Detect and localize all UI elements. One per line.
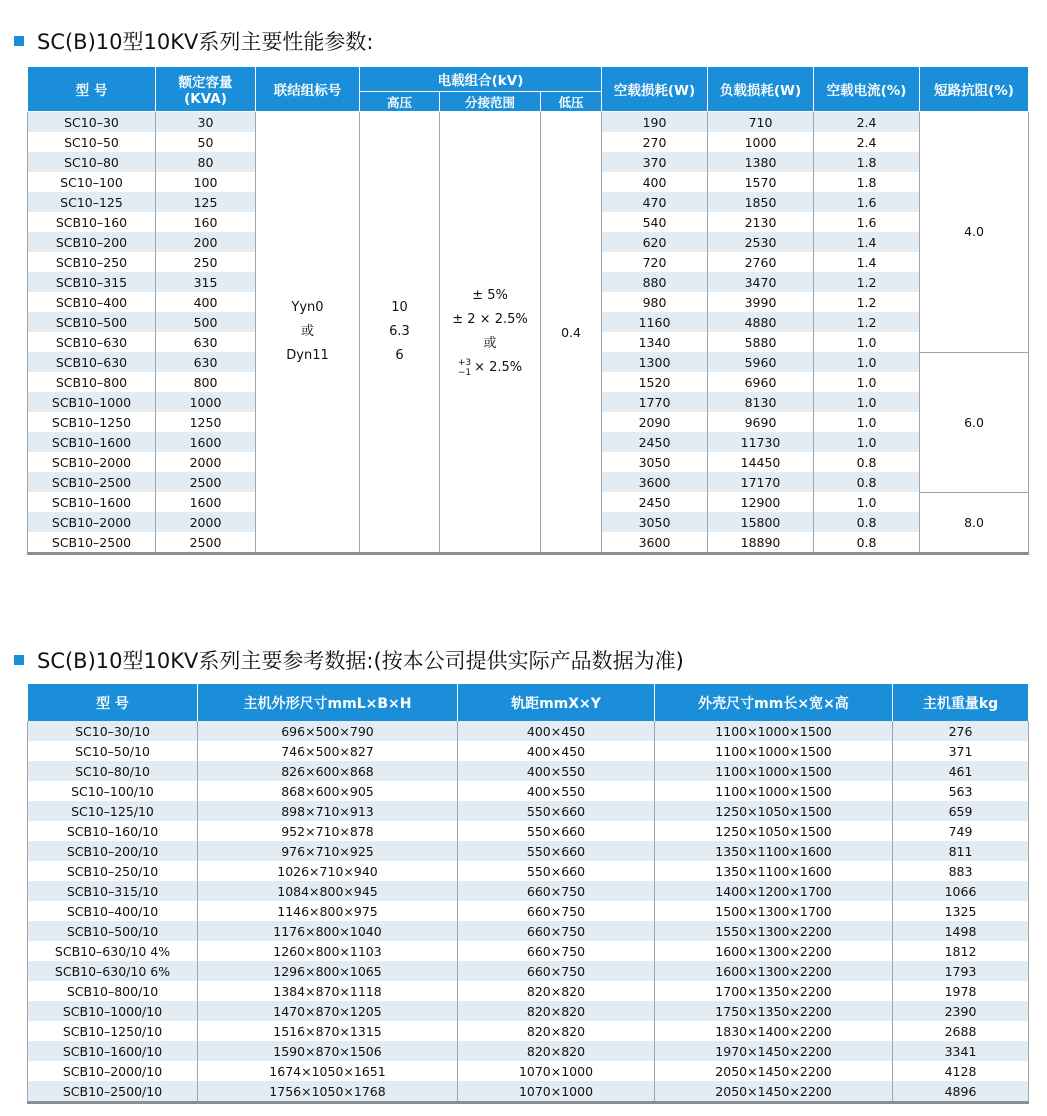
cell-noload-current: 1.2 bbox=[814, 312, 920, 332]
cell-dimensions: 952×710×878 bbox=[198, 821, 458, 841]
cell-capacity: 125 bbox=[156, 192, 256, 212]
cell-model: SCB10–800/10 bbox=[28, 981, 198, 1001]
cell-noload-loss: 540 bbox=[602, 212, 708, 232]
cell-load-loss: 14450 bbox=[708, 452, 814, 472]
cell-dimensions: 898×710×913 bbox=[198, 801, 458, 821]
cell-noload-loss: 1520 bbox=[602, 372, 708, 392]
cell-load-loss: 710 bbox=[708, 112, 814, 133]
cell-noload-loss: 470 bbox=[602, 192, 708, 212]
cell-noload-current: 1.2 bbox=[814, 292, 920, 312]
cell-dimensions: 1590×870×1506 bbox=[198, 1041, 458, 1061]
table-row bbox=[28, 112, 1029, 133]
header-voltage-group: 电载组合(kV) bbox=[360, 67, 602, 92]
cell-noload-current: 1.8 bbox=[814, 152, 920, 172]
section-title-text: SC(B)10型10KV系列主要参考数据:(按本公司提供实际产品数据为准) bbox=[37, 649, 684, 673]
tap-line: ± 2 × 2.5% bbox=[452, 312, 528, 327]
cell-model: SC10–50/10 bbox=[28, 741, 198, 761]
cell-track: 550×660 bbox=[458, 801, 655, 821]
cell-load-loss: 5960 bbox=[708, 352, 814, 372]
cell-load-loss: 12900 bbox=[708, 492, 814, 512]
cell-dimensions: 1084×800×945 bbox=[198, 881, 458, 901]
cell-weight: 4896 bbox=[893, 1081, 1029, 1103]
section-marker-icon bbox=[14, 655, 24, 665]
cell-capacity: 1000 bbox=[156, 392, 256, 412]
cell-load-loss: 6960 bbox=[708, 372, 814, 392]
table-row bbox=[28, 801, 1029, 821]
cell-dimensions: 1296×800×1065 bbox=[198, 961, 458, 981]
cell-weight: 563 bbox=[893, 781, 1029, 801]
cell-weight: 276 bbox=[893, 721, 1029, 741]
cell-weight: 659 bbox=[893, 801, 1029, 821]
cell-load-loss: 4880 bbox=[708, 312, 814, 332]
tap-sup: +3 bbox=[457, 357, 472, 368]
cell-dimensions: 1674×1050×1651 bbox=[198, 1061, 458, 1081]
cell-model: SCB10–800 bbox=[28, 372, 156, 392]
cell-model: SCB10–315 bbox=[28, 272, 156, 292]
cell-noload-current: 1.6 bbox=[814, 192, 920, 212]
table-row bbox=[28, 861, 1029, 881]
cell-impedance-group: 4.0 bbox=[920, 112, 1029, 353]
tap-sub: −1 bbox=[457, 367, 472, 378]
cell-capacity: 100 bbox=[156, 172, 256, 192]
cell-noload-loss: 620 bbox=[602, 232, 708, 252]
cell-weight: 3341 bbox=[893, 1041, 1029, 1061]
cell-shell: 1750×1350×2200 bbox=[655, 1001, 893, 1021]
cell-noload-current: 1.0 bbox=[814, 372, 920, 392]
table-row bbox=[28, 901, 1029, 921]
tap-multiplier: × 2.5% bbox=[474, 360, 523, 375]
cell-model: SCB10–2000 bbox=[28, 452, 156, 472]
cell-weight: 1498 bbox=[893, 921, 1029, 941]
cell-noload-current: 1.4 bbox=[814, 232, 920, 252]
cell-tap-range bbox=[440, 112, 541, 554]
cell-noload-loss: 1160 bbox=[602, 312, 708, 332]
reference-table bbox=[27, 684, 1029, 1104]
table-row bbox=[28, 941, 1029, 961]
cell-load-loss: 2760 bbox=[708, 252, 814, 272]
table-row bbox=[28, 1081, 1029, 1103]
cell-model: SC10–100/10 bbox=[28, 781, 198, 801]
cell-capacity: 80 bbox=[156, 152, 256, 172]
cell-weight: 1978 bbox=[893, 981, 1029, 1001]
cell-noload-loss: 2090 bbox=[602, 412, 708, 432]
cell-track: 550×660 bbox=[458, 841, 655, 861]
cell-capacity: 630 bbox=[156, 332, 256, 352]
performance-table bbox=[27, 66, 1029, 555]
cell-model: SC10–50 bbox=[28, 132, 156, 152]
table-row bbox=[28, 761, 1029, 781]
cell-dimensions: 1384×870×1118 bbox=[198, 981, 458, 1001]
header-load-loss: 负载损耗(W) bbox=[708, 67, 814, 112]
tap-line: 或 bbox=[483, 336, 497, 351]
hv-line: 6.3 bbox=[389, 324, 410, 339]
cell-model: SCB10–1250 bbox=[28, 412, 156, 432]
cell-noload-current: 1.0 bbox=[814, 432, 920, 452]
cell-model: SCB10–400 bbox=[28, 292, 156, 312]
cell-capacity: 400 bbox=[156, 292, 256, 312]
cell-noload-loss: 400 bbox=[602, 172, 708, 192]
cell-model: SC10–125 bbox=[28, 192, 156, 212]
cell-noload-loss: 370 bbox=[602, 152, 708, 172]
cell-load-loss: 1380 bbox=[708, 152, 814, 172]
cell-impedance-group: 8.0 bbox=[920, 492, 1029, 554]
cell-capacity: 630 bbox=[156, 352, 256, 372]
cell-shell: 1250×1050×1500 bbox=[655, 821, 893, 841]
header-tap: 分接范围 bbox=[440, 92, 541, 112]
cell-noload-current: 1.0 bbox=[814, 412, 920, 432]
cell-model: SC10–30 bbox=[28, 112, 156, 133]
cell-load-loss: 8130 bbox=[708, 392, 814, 412]
cell-noload-current: 1.4 bbox=[814, 252, 920, 272]
cell-impedance-group: 6.0 bbox=[920, 352, 1029, 492]
table-row bbox=[28, 821, 1029, 841]
cell-shell: 1350×1100×1600 bbox=[655, 841, 893, 861]
cell-dimensions: 746×500×827 bbox=[198, 741, 458, 761]
cell-track: 660×750 bbox=[458, 961, 655, 981]
cell-capacity: 500 bbox=[156, 312, 256, 332]
cell-capacity: 160 bbox=[156, 212, 256, 232]
cell-model: SCB10–630 bbox=[28, 352, 156, 372]
cell-load-loss: 2530 bbox=[708, 232, 814, 252]
cell-noload-current: 0.8 bbox=[814, 452, 920, 472]
cell-track: 660×750 bbox=[458, 901, 655, 921]
table-row bbox=[28, 1021, 1029, 1041]
cell-noload-loss: 880 bbox=[602, 272, 708, 292]
connection-line: Dyn11 bbox=[286, 348, 329, 363]
header-capacity-unit: (KVA) bbox=[184, 91, 227, 107]
cell-weight: 1325 bbox=[893, 901, 1029, 921]
cell-noload-current: 2.4 bbox=[814, 112, 920, 133]
cell-noload-loss: 2450 bbox=[602, 492, 708, 512]
cell-dimensions: 696×500×790 bbox=[198, 721, 458, 741]
tap-superscript-stack bbox=[458, 358, 471, 378]
cell-model: SCB10–315/10 bbox=[28, 881, 198, 901]
cell-dimensions: 1756×1050×1768 bbox=[198, 1081, 458, 1103]
cell-noload-current: 1.0 bbox=[814, 352, 920, 372]
cell-track: 660×750 bbox=[458, 921, 655, 941]
table-row bbox=[28, 741, 1029, 761]
cell-load-loss: 15800 bbox=[708, 512, 814, 532]
cell-model: SCB10–2500/10 bbox=[28, 1081, 198, 1103]
cell-model: SCB10–200 bbox=[28, 232, 156, 252]
cell-weight: 371 bbox=[893, 741, 1029, 761]
cell-load-loss: 1000 bbox=[708, 132, 814, 152]
table-row bbox=[28, 1041, 1029, 1061]
cell-capacity: 200 bbox=[156, 232, 256, 252]
table-row bbox=[28, 961, 1029, 981]
header-lv: 低压 bbox=[541, 92, 602, 112]
table-row bbox=[28, 921, 1029, 941]
cell-capacity: 1600 bbox=[156, 432, 256, 452]
cell-track: 400×550 bbox=[458, 761, 655, 781]
header-impedance: 短路抗阻(%) bbox=[920, 67, 1029, 112]
cell-model: SCB10–400/10 bbox=[28, 901, 198, 921]
cell-noload-loss: 720 bbox=[602, 252, 708, 272]
cell-connection-group bbox=[256, 112, 360, 554]
cell-lv-group: 0.4 bbox=[541, 112, 602, 554]
cell-model: SCB10–1600/10 bbox=[28, 1041, 198, 1061]
cell-noload-loss: 1300 bbox=[602, 352, 708, 372]
cell-track: 820×820 bbox=[458, 1021, 655, 1041]
cell-model: SCB10–500/10 bbox=[28, 921, 198, 941]
tap-line: ± 5% bbox=[472, 288, 508, 303]
cell-model: SCB10–1600 bbox=[28, 492, 156, 512]
cell-noload-loss: 3600 bbox=[602, 472, 708, 492]
cell-model: SCB10–500 bbox=[28, 312, 156, 332]
cell-noload-current: 1.2 bbox=[814, 272, 920, 292]
cell-load-loss: 17170 bbox=[708, 472, 814, 492]
cell-track: 820×820 bbox=[458, 1041, 655, 1061]
cell-model: SCB10–2500 bbox=[28, 532, 156, 554]
cell-load-loss: 1850 bbox=[708, 192, 814, 212]
cell-noload-current: 1.8 bbox=[814, 172, 920, 192]
hv-line: 10 bbox=[391, 300, 408, 315]
cell-weight: 883 bbox=[893, 861, 1029, 881]
cell-capacity: 50 bbox=[156, 132, 256, 152]
cell-load-loss: 2130 bbox=[708, 212, 814, 232]
cell-shell: 1600×1300×2200 bbox=[655, 961, 893, 981]
section-title-reference bbox=[14, 645, 684, 675]
cell-noload-current: 1.6 bbox=[814, 212, 920, 232]
cell-weight: 461 bbox=[893, 761, 1029, 781]
header-capacity-label: 额定容量 bbox=[178, 75, 233, 91]
hv-line: 6 bbox=[395, 348, 404, 363]
cell-shell: 1100×1000×1500 bbox=[655, 721, 893, 741]
table-row bbox=[28, 781, 1029, 801]
table-row bbox=[28, 1001, 1029, 1021]
cell-track: 660×750 bbox=[458, 941, 655, 961]
cell-dimensions: 826×600×868 bbox=[198, 761, 458, 781]
connection-line: 或 bbox=[300, 324, 314, 339]
cell-model: SC10–80/10 bbox=[28, 761, 198, 781]
cell-weight: 811 bbox=[893, 841, 1029, 861]
cell-shell: 1550×1300×2200 bbox=[655, 921, 893, 941]
cell-noload-current: 1.0 bbox=[814, 392, 920, 412]
cell-model: SCB10–2000 bbox=[28, 512, 156, 532]
cell-shell: 1100×1000×1500 bbox=[655, 761, 893, 781]
cell-shell: 1100×1000×1500 bbox=[655, 781, 893, 801]
cell-noload-current: 0.8 bbox=[814, 512, 920, 532]
cell-track: 400×450 bbox=[458, 741, 655, 761]
cell-model: SCB10–1600 bbox=[28, 432, 156, 452]
cell-capacity: 2000 bbox=[156, 452, 256, 472]
section-title-text: SC(B)10型10KV系列主要性能参数: bbox=[37, 30, 374, 54]
cell-noload-loss: 3600 bbox=[602, 532, 708, 554]
cell-capacity: 315 bbox=[156, 272, 256, 292]
section-title-performance bbox=[14, 26, 373, 56]
cell-model: SC10–100 bbox=[28, 172, 156, 192]
cell-model: SCB10–160/10 bbox=[28, 821, 198, 841]
cell-capacity: 1250 bbox=[156, 412, 256, 432]
cell-noload-current: 1.0 bbox=[814, 492, 920, 512]
header-hv: 高压 bbox=[360, 92, 440, 112]
cell-shell: 1100×1000×1500 bbox=[655, 741, 893, 761]
cell-load-loss: 5880 bbox=[708, 332, 814, 352]
table-row bbox=[28, 1061, 1029, 1081]
header-model: 型 号 bbox=[28, 684, 198, 721]
cell-model: SCB10–2000/10 bbox=[28, 1061, 198, 1081]
cell-noload-current: 0.8 bbox=[814, 532, 920, 554]
cell-shell: 1400×1200×1700 bbox=[655, 881, 893, 901]
cell-dimensions: 1470×870×1205 bbox=[198, 1001, 458, 1021]
header-model: 型 号 bbox=[28, 67, 156, 112]
cell-model: SC10–125/10 bbox=[28, 801, 198, 821]
header-track: 轨距mmX×Y bbox=[458, 684, 655, 721]
cell-model: SC10–80 bbox=[28, 152, 156, 172]
cell-noload-loss: 2450 bbox=[602, 432, 708, 452]
header-dimensions: 主机外形尺寸mmL×B×H bbox=[198, 684, 458, 721]
cell-weight: 1793 bbox=[893, 961, 1029, 981]
cell-track: 660×750 bbox=[458, 881, 655, 901]
header-weight: 主机重量kg bbox=[893, 684, 1029, 721]
cell-track: 1070×1000 bbox=[458, 1061, 655, 1081]
header-noload-loss: 空载损耗(W) bbox=[602, 67, 708, 112]
table-row bbox=[28, 841, 1029, 861]
cell-model: SCB10–200/10 bbox=[28, 841, 198, 861]
cell-model: SCB10–630/10 6% bbox=[28, 961, 198, 981]
cell-dimensions: 1260×800×1103 bbox=[198, 941, 458, 961]
cell-track: 550×660 bbox=[458, 861, 655, 881]
cell-dimensions: 868×600×905 bbox=[198, 781, 458, 801]
table-row bbox=[28, 881, 1029, 901]
cell-load-loss: 11730 bbox=[708, 432, 814, 452]
cell-dimensions: 1516×870×1315 bbox=[198, 1021, 458, 1041]
cell-load-loss: 3470 bbox=[708, 272, 814, 292]
cell-weight: 749 bbox=[893, 821, 1029, 841]
cell-load-loss: 9690 bbox=[708, 412, 814, 432]
table-row bbox=[28, 721, 1029, 741]
connection-line: Yyn0 bbox=[291, 300, 324, 315]
cell-model: SCB10–160 bbox=[28, 212, 156, 232]
cell-noload-current: 0.8 bbox=[814, 472, 920, 492]
cell-track: 550×660 bbox=[458, 821, 655, 841]
cell-shell: 1350×1100×1600 bbox=[655, 861, 893, 881]
cell-capacity: 2000 bbox=[156, 512, 256, 532]
header-noload-current: 空载电流(%) bbox=[814, 67, 920, 112]
cell-capacity: 30 bbox=[156, 112, 256, 133]
cell-dimensions: 1026×710×940 bbox=[198, 861, 458, 881]
cell-model: SCB10–630/10 4% bbox=[28, 941, 198, 961]
cell-noload-loss: 1770 bbox=[602, 392, 708, 412]
cell-shell: 1700×1350×2200 bbox=[655, 981, 893, 1001]
cell-weight: 2390 bbox=[893, 1001, 1029, 1021]
cell-track: 820×820 bbox=[458, 981, 655, 1001]
cell-noload-loss: 270 bbox=[602, 132, 708, 152]
cell-weight: 4128 bbox=[893, 1061, 1029, 1081]
cell-shell: 1500×1300×1700 bbox=[655, 901, 893, 921]
cell-dimensions: 1146×800×975 bbox=[198, 901, 458, 921]
cell-noload-current: 2.4 bbox=[814, 132, 920, 152]
cell-model: SCB10–2500 bbox=[28, 472, 156, 492]
cell-shell: 2050×1450×2200 bbox=[655, 1081, 893, 1103]
cell-capacity: 800 bbox=[156, 372, 256, 392]
cell-capacity: 2500 bbox=[156, 472, 256, 492]
cell-shell: 1250×1050×1500 bbox=[655, 801, 893, 821]
cell-noload-current: 1.0 bbox=[814, 332, 920, 352]
cell-model: SCB10–250/10 bbox=[28, 861, 198, 881]
cell-shell: 2050×1450×2200 bbox=[655, 1061, 893, 1081]
cell-track: 400×450 bbox=[458, 721, 655, 741]
cell-noload-loss: 3050 bbox=[602, 512, 708, 532]
cell-dimensions: 976×710×925 bbox=[198, 841, 458, 861]
cell-track: 1070×1000 bbox=[458, 1081, 655, 1103]
cell-load-loss: 18890 bbox=[708, 532, 814, 554]
header-capacity bbox=[156, 67, 256, 112]
cell-load-loss: 3990 bbox=[708, 292, 814, 312]
cell-capacity: 1600 bbox=[156, 492, 256, 512]
cell-noload-loss: 190 bbox=[602, 112, 708, 133]
cell-hv-group bbox=[360, 112, 440, 554]
cell-shell: 1830×1400×2200 bbox=[655, 1021, 893, 1041]
cell-noload-loss: 980 bbox=[602, 292, 708, 312]
cell-model: SC10–30/10 bbox=[28, 721, 198, 741]
cell-model: SCB10–1000/10 bbox=[28, 1001, 198, 1021]
cell-weight: 1066 bbox=[893, 881, 1029, 901]
cell-weight: 2688 bbox=[893, 1021, 1029, 1041]
cell-track: 820×820 bbox=[458, 1001, 655, 1021]
cell-load-loss: 1570 bbox=[708, 172, 814, 192]
cell-shell: 1600×1300×2200 bbox=[655, 941, 893, 961]
cell-capacity: 250 bbox=[156, 252, 256, 272]
cell-model: SCB10–250 bbox=[28, 252, 156, 272]
header-connection: 联结组标号 bbox=[256, 67, 360, 112]
cell-track: 400×550 bbox=[458, 781, 655, 801]
header-shell: 外壳尺寸mm长×宽×高 bbox=[655, 684, 893, 721]
cell-capacity: 2500 bbox=[156, 532, 256, 554]
cell-dimensions: 1176×800×1040 bbox=[198, 921, 458, 941]
cell-shell: 1970×1450×2200 bbox=[655, 1041, 893, 1061]
tap-line bbox=[440, 356, 540, 380]
table-row bbox=[28, 981, 1029, 1001]
cell-noload-loss: 3050 bbox=[602, 452, 708, 472]
section-marker-icon bbox=[14, 36, 24, 46]
cell-model: SCB10–1250/10 bbox=[28, 1021, 198, 1041]
cell-noload-loss: 1340 bbox=[602, 332, 708, 352]
cell-model: SCB10–630 bbox=[28, 332, 156, 352]
cell-weight: 1812 bbox=[893, 941, 1029, 961]
cell-model: SCB10–1000 bbox=[28, 392, 156, 412]
